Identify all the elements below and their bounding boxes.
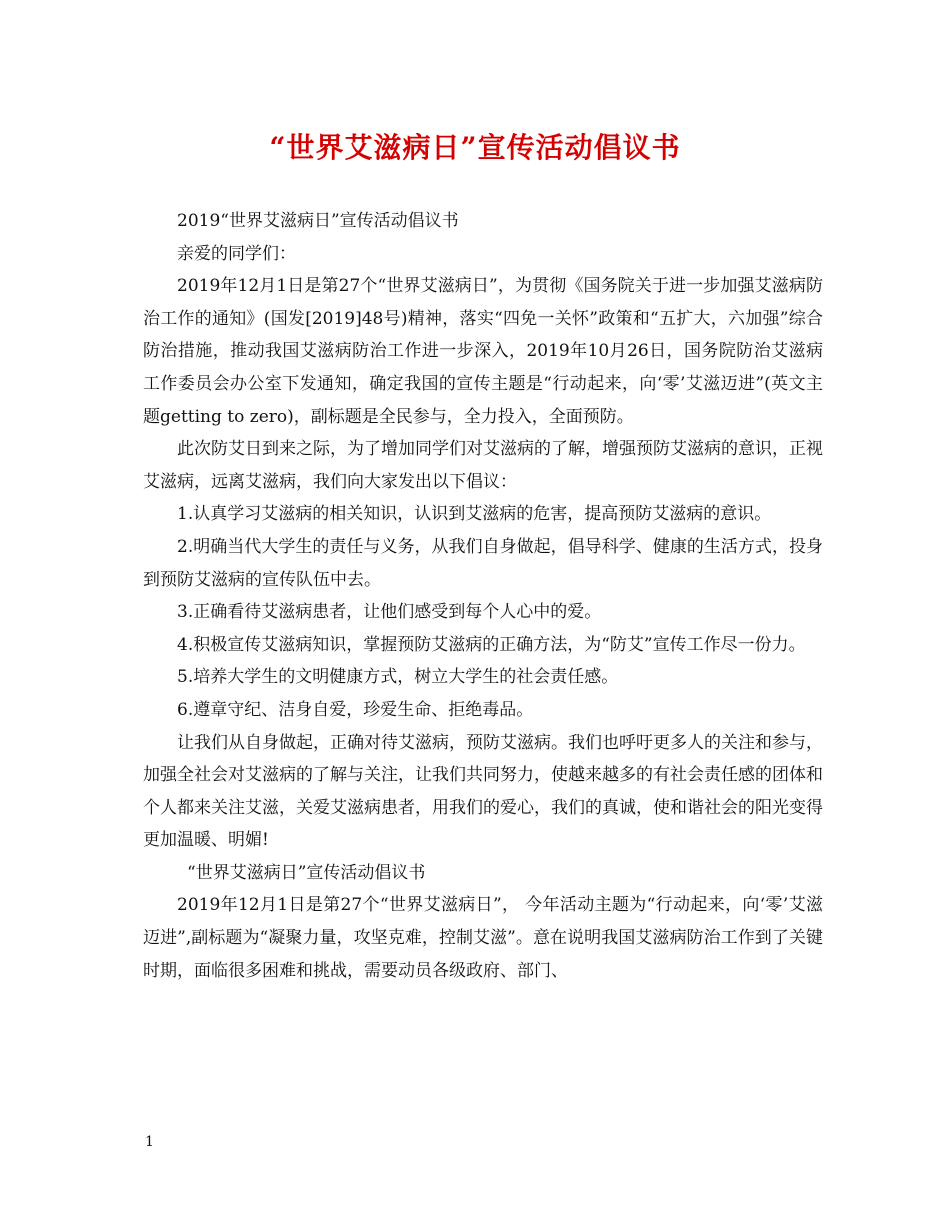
paragraph-occasion: 此次防艾日到来之际，为了增加同学们对艾滋病的了解，增强预防艾滋病的意识，正视艾滋病，远离艾滋病，我们向大家发出以下倡议： (143, 439, 823, 492)
list-item-3: 3.正确看待艾滋病患者，让他们感受到每个人心中的爱。 (177, 602, 602, 623)
document-body (143, 205, 823, 987)
list-item-5: 5.培养大学生的文明健康方式，树立大学生的社会责任感。 (177, 667, 619, 688)
list-item-1: 1.认真学习艾滋病的相关知识，认识到艾滋病的危害，提高预防艾滋病的意识。 (177, 504, 772, 525)
paragraph-intro: 2019年12月1日是第27个“世界艾滋病日”，为贯彻《国务院关于进一步加强艾滋病防治工作的通知》(国发[2019]48号)精神，落实“四免一关怀”政策和“五扩大，六加强”综合防治措施，推动我国艾滋病防治工作进一步深入，2019年10月26日，国务院防治艾滋病工作委员会办公室下发通知，确定我国的宣传主题是“行动起来，向‘零’艾滋迈进”(英文主题getting to zero)，副标题是全民参与，全力投入，全面预防。 (143, 276, 823, 427)
list-item-4: 4.积极宣传艾滋病知识，掌握预防艾滋病的正确方法，为“防艾”宣传工作尽一份力。 (177, 634, 806, 655)
paragraph-subtitle: 2019“世界艾滋病日”宣传活动倡议书 (177, 211, 459, 231)
document-title: “世界艾滋病日”宣传活动倡议书 (269, 131, 681, 164)
page-number: 1 (145, 1134, 154, 1150)
paragraph-second-heading: “世界艾滋病日”宣传活动倡议书 (187, 862, 426, 883)
paragraph-appeal: 让我们从自身做起，正确对待艾滋病，预防艾滋病。我们也呼吁更多人的关注和参与，加强全社会对艾滋病的了解与关注，让我们共同努力，使越来越多的有社会责任感的团体和个人都来关注艾滋，关爱艾滋病患者，用我们的爱心，我们的真诚，使和谐社会的阳光变得更加温暖、明媚! (143, 732, 823, 851)
paragraph-salutation: 亲爱的同学们： (177, 243, 296, 264)
list-item-6: 6.遵章守纪、洁身自爱，珍爱生命、拒绝毒品。 (177, 699, 534, 720)
list-item-2: 2.明确当代大学生的责任与义务，从我们自身做起，倡导科学、健康的生活方式，投身到预防艾滋病的宣传队伍中去。 (143, 536, 823, 590)
paragraph-theme: 2019年12月1日是第27个“世界艾滋病日”， 今年活动主题为“行动起来，向‘零’艾滋迈进”,副标题为“凝聚力量，攻坚克难，控制艾滋”。意在说明我国艾滋病防治工作到了关键时期，面临很多困难和挑战，需要动员各级政府、部门、 (143, 895, 823, 981)
